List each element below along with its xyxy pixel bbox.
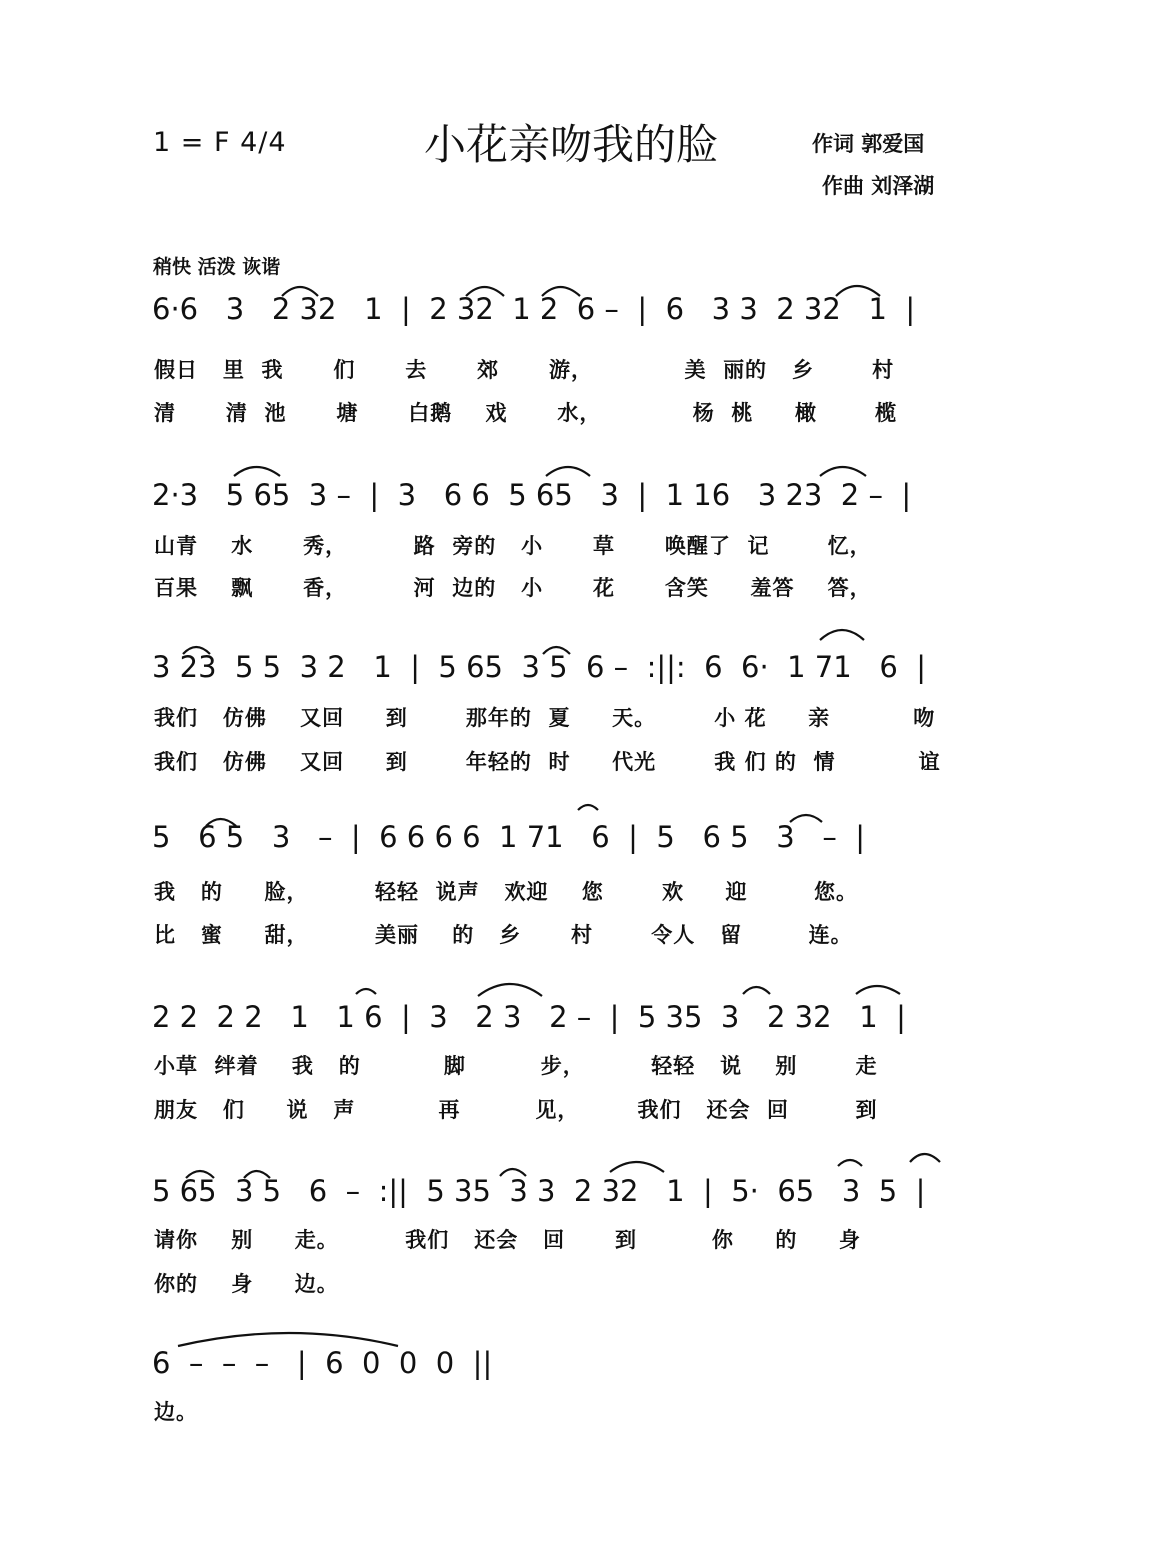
slur-arc: [743, 987, 770, 994]
lyric-verse-1: 小草 绊着 我 的 脚 步， 轻轻 说 别 走: [154, 1054, 878, 1078]
slur-arc: [244, 1171, 270, 1178]
slur-arc: [543, 647, 570, 654]
slur-arc: [206, 819, 236, 826]
key-signature: 1 = F 4/4: [153, 127, 287, 158]
melody-line: 5 65 3 5 6 – :|| 5 35 3 3 2 32 1 | 5· 65 3 5 |: [152, 1174, 926, 1208]
melody-line: 6·6 3 2 32 1 | 2 32 1 2 6 – | 6 3 3 2 32 1 |: [152, 292, 916, 326]
slur-arc: [466, 287, 504, 296]
slur-arc: [836, 286, 880, 296]
slur-arc: [820, 467, 866, 476]
slur-arc: [610, 1162, 664, 1172]
composer-credit: 作曲 刘泽湖: [822, 174, 935, 198]
song-title: 小花亲吻我的脸: [424, 120, 719, 169]
slur-arc: [186, 1171, 214, 1178]
slur-arc: [542, 287, 580, 296]
slur-arc: [546, 467, 590, 476]
slur-arc: [478, 984, 542, 996]
lyric-verse-1: 我 的 脸， 轻轻 说声 欢迎 您 欢 迎 您。: [154, 880, 858, 904]
slur-arc: [838, 1160, 862, 1166]
tempo-marking: 稍快 活泼 诙谐: [153, 256, 281, 278]
slur-arc: [578, 805, 598, 810]
slur-arc: [234, 467, 280, 476]
lyric-verse-2: 百果 飘 香， 河 边的 小 花 含笑 羞答 答，: [154, 576, 872, 600]
lyric-verse-2: 你的 身 边。: [154, 1272, 339, 1296]
slur-arc: [500, 1169, 526, 1176]
lyric-verse-2: 我们 仿佛 又回 到 年轻的 时 代光 我 们 的 情 谊: [154, 750, 941, 774]
slur-arc: [856, 986, 900, 994]
lyric-verse-1: 我们 仿佛 又回 到 那年的 夏 天。 小 花 亲 吻: [154, 706, 936, 730]
slur-arc: [183, 647, 210, 654]
lyricist-credit: 作词 郭爱国: [812, 132, 925, 156]
lyric-verse-1: 假日 里 我 们 去 郊 游， 美 丽的 乡 村: [154, 358, 895, 382]
lyric-verse-1: 山青 水 秀， 路 旁的 小 草 唤醒了 记 忆，: [154, 534, 872, 558]
slur-arc: [356, 989, 376, 994]
melody-line: 2·3 5 65 3 – | 3 6 6 5 65 3 | 1 16 3 23 2 – |: [152, 478, 912, 512]
lyric-verse-1: 边。: [154, 1400, 198, 1424]
slur-arc: [820, 630, 864, 640]
lyric-verse-2: 比 蜜 甜， 美丽 的 乡 村 令人 留 连。: [154, 923, 853, 947]
lyric-verse-2: 朋友 们 说 声 再 见， 我们 还会 回 到: [154, 1098, 878, 1122]
slur-arc: [282, 287, 318, 296]
lyric-verse-2: 清 清 池 塘 白鹅 戏 水， 杨 桃 橄 榄: [154, 401, 898, 425]
melody-line: 6 – – – | 6 0 0 0 ||: [152, 1346, 493, 1380]
slur-arc: [790, 815, 822, 822]
melody-line: 3 23 5 5 3 2 1 | 5 65 3 5 6 – :||: 6 6· 1 71 6 |: [152, 650, 926, 684]
slur-arc: [910, 1154, 940, 1162]
tie-arc: [178, 1333, 398, 1346]
melody-line: 5 6 5 3 – | 6 6 6 6 1 71 6 | 5 6 5 3 – |: [152, 820, 866, 854]
melody-line: 2 2 2 2 1 1 6 | 3 2 3 2 – | 5 35 3 2 32 1 |: [152, 1000, 906, 1034]
lyric-verse-1: 请你 别 走。 我们 还会 回 到 你 的 身: [154, 1228, 861, 1252]
